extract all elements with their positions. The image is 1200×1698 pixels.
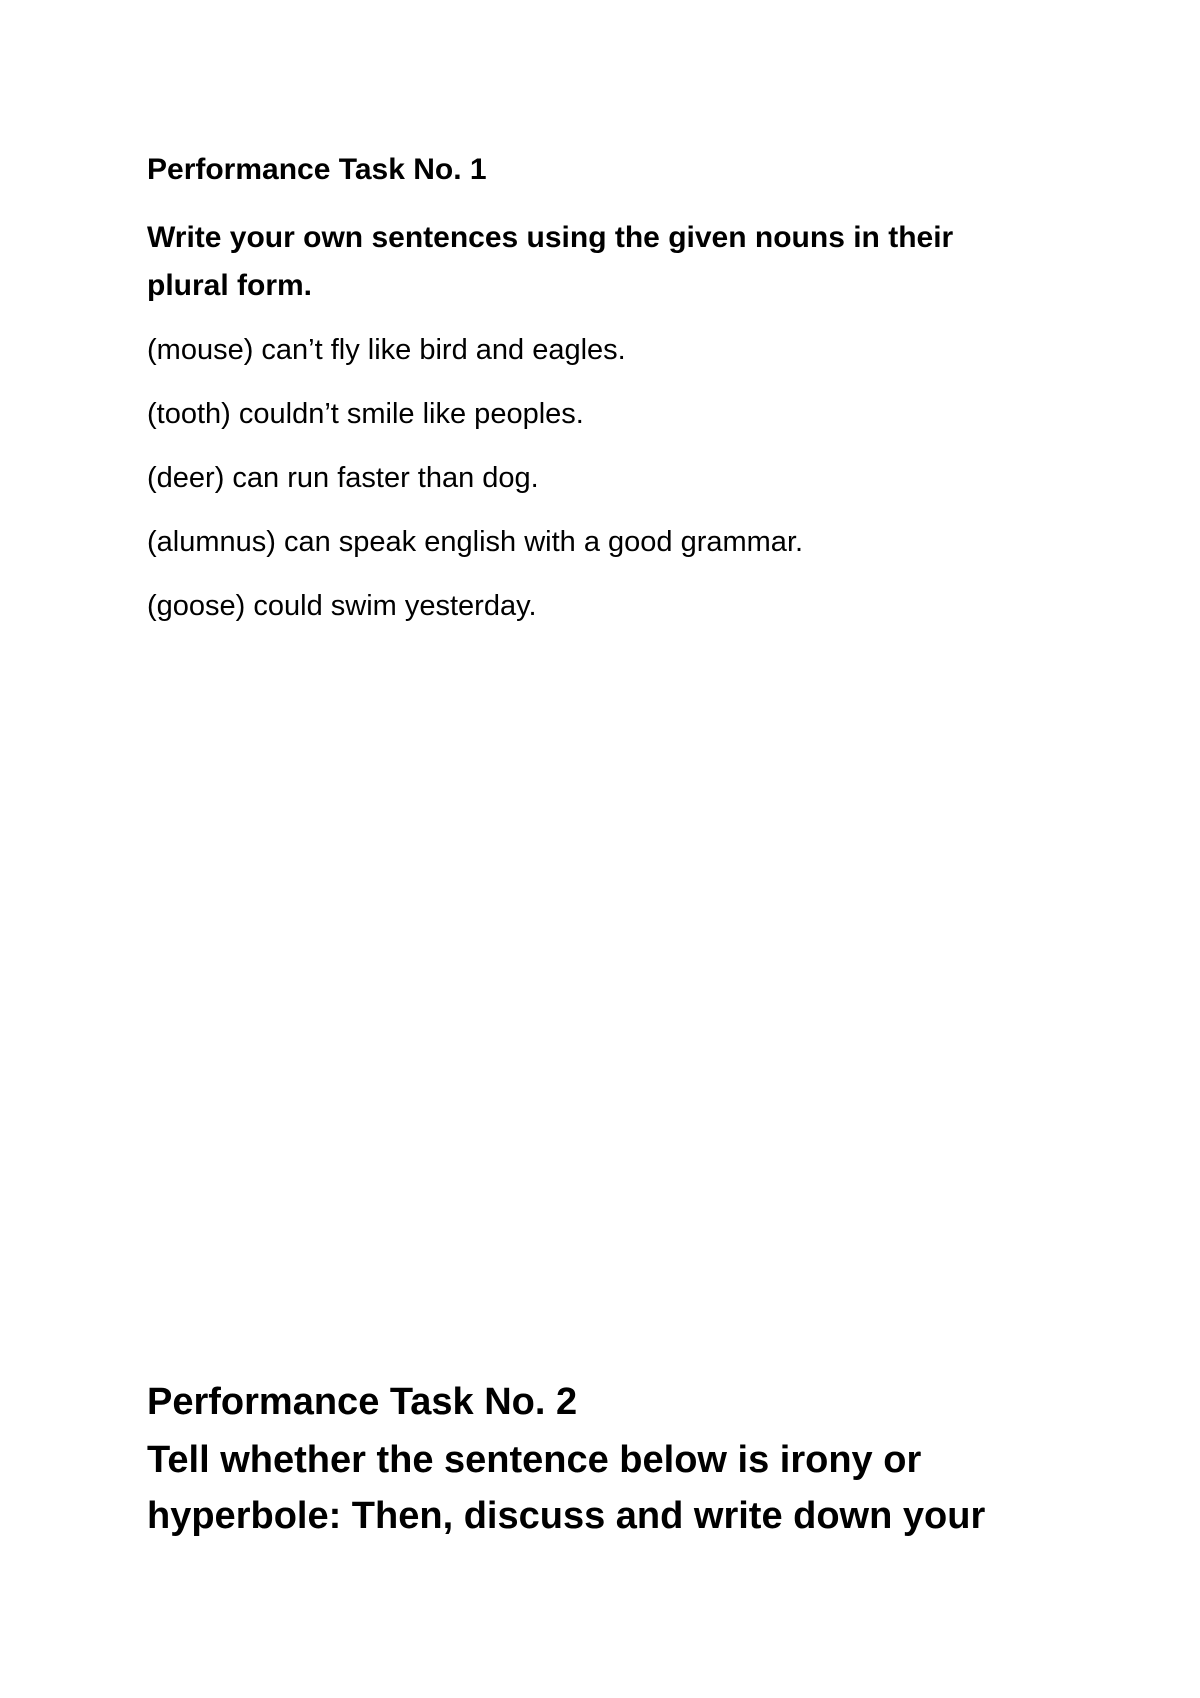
task1-item: (mouse) can’t fly like bird and eagles.	[147, 334, 626, 366]
task1-item: (deer) can run faster than dog.	[147, 462, 539, 494]
task2-title: Performance Task No. 2	[147, 1381, 578, 1423]
task2-instruction: Tell whether the sentence below is irony or hyperbole: Then, discuss and write down your	[147, 1439, 986, 1537]
task1-title: Performance Task No. 1	[147, 153, 487, 186]
task1-instruction: Write your own sentences using the given nouns in their plural form.	[147, 221, 954, 302]
task1-item: (tooth) couldn’t smile like peoples.	[147, 398, 584, 430]
task1-item: (alumnus) can speak english with a good grammar.	[147, 526, 804, 558]
task1-item-list	[147, 330, 803, 650]
task1-item: (goose) could swim yesterday.	[147, 590, 537, 622]
